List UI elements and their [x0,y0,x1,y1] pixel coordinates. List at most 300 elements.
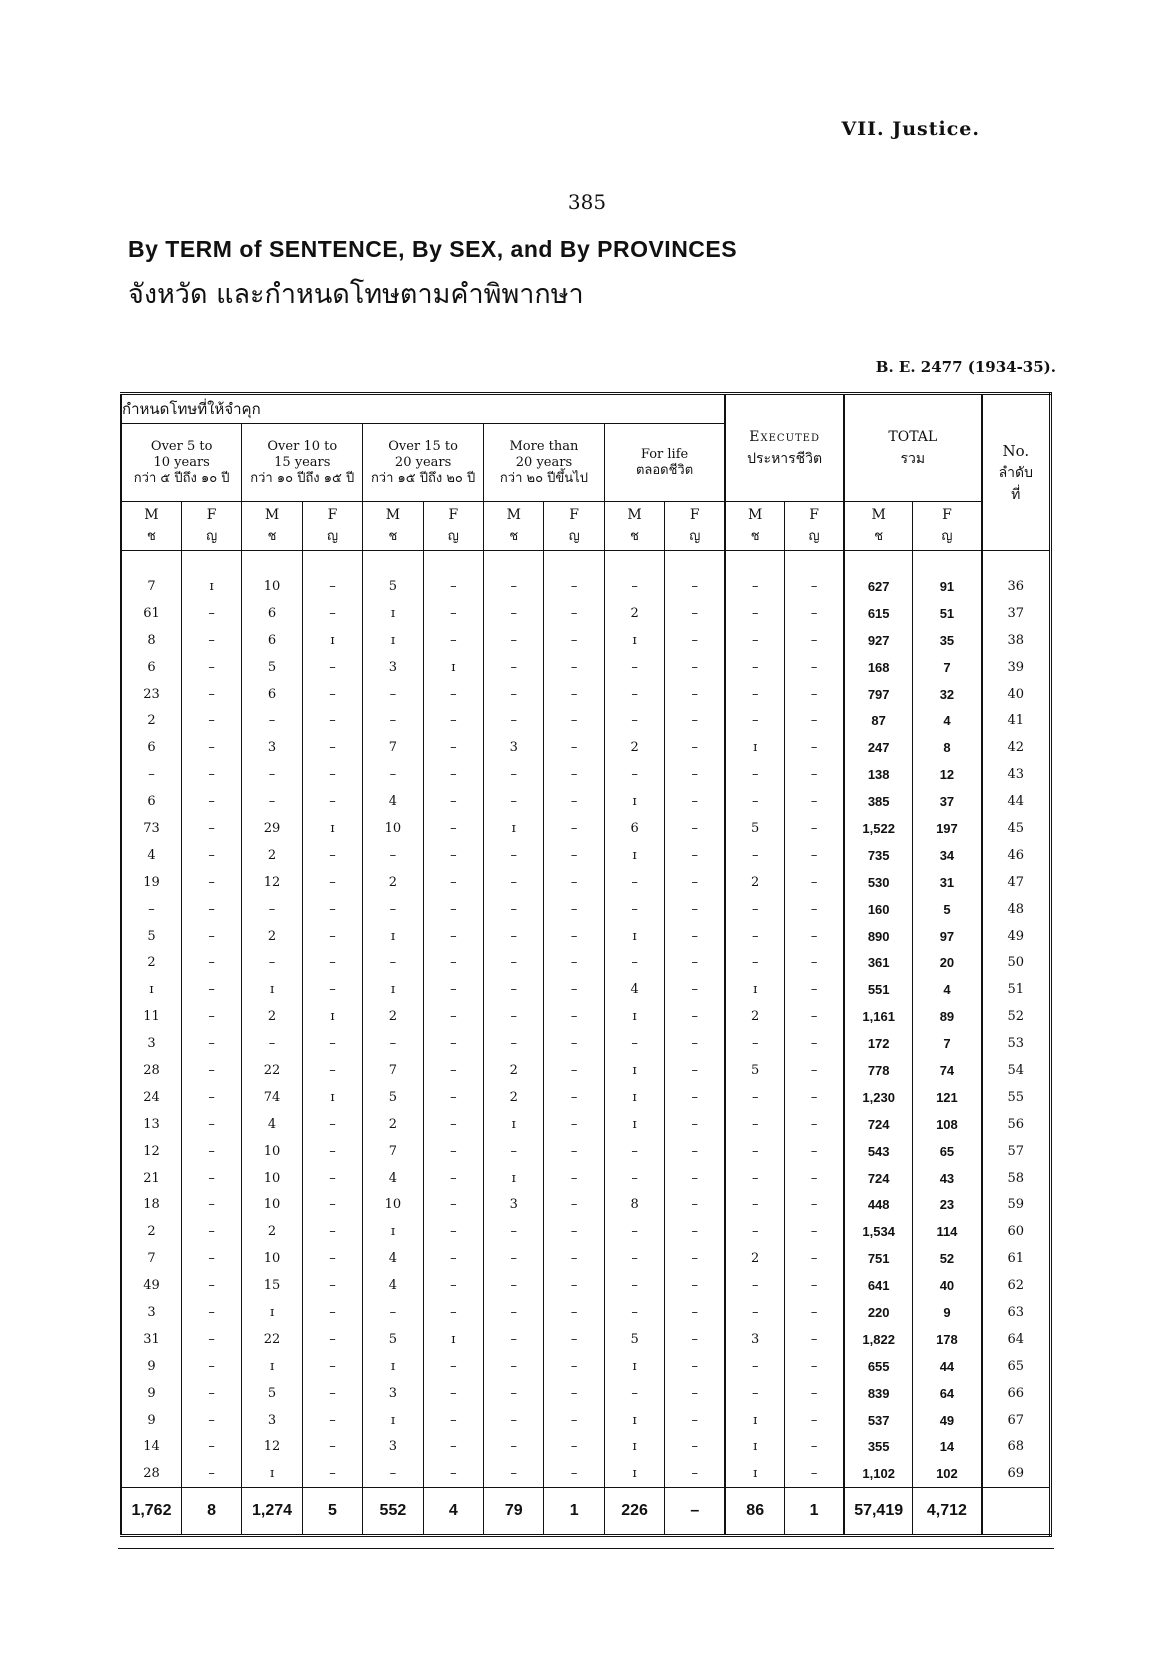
cell-total-f: 9 [913,1299,982,1326]
cell-over15-20-m: 7 [363,1057,423,1084]
cell-row-number: 40 [982,681,1051,708]
cell-life-f: – [665,1353,725,1380]
cell-life-m: ɪ [604,627,664,654]
cell-over20-f: – [544,761,604,788]
cell-executed-f: – [785,761,844,788]
cell-over15-20-m: 4 [363,1245,423,1272]
group-header-15-20 [363,424,484,502]
cell-over5-10-f: – [181,1084,241,1111]
cell-over5-10-f: – [181,788,241,815]
page-number: 385 [567,190,607,214]
cell-over5-10-f: – [181,1191,241,1218]
cell-over10-15-m: 2 [242,923,302,950]
cell-over15-20-m: 7 [363,734,423,761]
cell-life-m: – [604,573,664,600]
cell-over20-f: – [544,600,604,627]
cell-life-m: 8 [604,1191,664,1218]
cell-over15-20-f: – [423,1165,483,1192]
title-english: By TERM of SENTENCE, By SEX, and By PROVINCES [128,236,738,262]
cell-life-m: – [604,1272,664,1299]
table-row [121,842,1051,869]
cell-over5-10-m: 49 [121,1272,181,1299]
cell-total-f: 23 [913,1191,982,1218]
cell-over5-10-f: – [181,1299,241,1326]
cell-life-f: – [665,1488,725,1536]
cell-total-f: 108 [913,1111,982,1138]
cell-life-m: – [604,1030,664,1057]
cell-over20-m: – [484,949,544,976]
cell-over20-f: 1 [544,1488,604,1536]
cell-life-m: – [604,1299,664,1326]
cell-over10-15-f: – [302,1407,362,1434]
cell-over20-f: – [544,788,604,815]
cell-life-f: – [665,896,725,923]
cell-total-m: 385 [844,788,913,815]
cell-over20-f: – [544,734,604,761]
cell-executed-m: – [725,788,784,815]
cell-over5-10-m: 9 [121,1380,181,1407]
cell-life-m: 226 [604,1488,664,1536]
group-header-life [604,424,725,502]
cell-over5-10-m: 9 [121,1407,181,1434]
cell-total-m: 797 [844,681,913,708]
cell-row-number: 69 [982,1460,1051,1487]
caption-row [121,394,1051,424]
cell-row-number: 58 [982,1165,1051,1192]
cell-over10-15-f: – [302,1460,362,1487]
cell-over10-15-f: 5 [302,1488,362,1536]
cell-over20-f: – [544,1165,604,1192]
cell-executed-f: – [785,976,844,1003]
cell-total-m: 735 [844,842,913,869]
cell-over10-15-f: – [302,573,362,600]
cell-over5-10-f: – [181,681,241,708]
cell-executed-f: – [785,627,844,654]
cell-over10-15-m: – [242,1030,302,1057]
cell-life-m: 2 [604,600,664,627]
cell-life-f: – [665,842,725,869]
cell-over10-15-f: – [302,1191,362,1218]
cell-over15-20-m: 4 [363,1165,423,1192]
cell-total-m: 551 [844,976,913,1003]
cell-over5-10-f: – [181,654,241,681]
cell-total-m: 220 [844,1299,913,1326]
table-row [121,896,1051,923]
cell-total-f: 51 [913,600,982,627]
cell-total-m: 724 [844,1165,913,1192]
section-heading: VII. Justice. [841,118,980,140]
cell-executed-f: – [785,1245,844,1272]
sex-header-m: M ช [121,502,181,551]
cell-row-number: 54 [982,1057,1051,1084]
cell-over20-f: – [544,1218,604,1245]
cell-executed-m: – [725,1380,784,1407]
table-row [121,976,1051,1003]
cell-life-f: – [665,923,725,950]
cell-row-number: 56 [982,1111,1051,1138]
cell-over15-20-m: 10 [363,815,423,842]
cell-over15-20-f: – [423,815,483,842]
cell-life-f: – [665,1218,725,1245]
cell-over10-15-f: – [302,734,362,761]
cell-over20-f: – [544,681,604,708]
cell-total-f: 74 [913,1057,982,1084]
cell-executed-f: – [785,869,844,896]
cell-life-m: ɪ [604,1353,664,1380]
sex-header-m: M ช [242,502,302,551]
cell-executed-m: 2 [725,869,784,896]
cell-over20-m: ɪ [484,815,544,842]
cell-over10-15-m: 6 [242,681,302,708]
cell-over15-20-f: – [423,1434,483,1461]
cell-over10-15-m: 1,274 [242,1488,302,1536]
cell-row-number: 41 [982,707,1051,734]
cell-executed-f: – [785,1299,844,1326]
cell-total-f: 32 [913,681,982,708]
group-th: กว่า ๕ ปีถึง ๑๐ ปี [133,470,230,486]
cell-over5-10-m: 2 [121,949,181,976]
cell-executed-f: – [785,1111,844,1138]
cell-over5-10-f: – [181,1057,241,1084]
total-header-th: รวม [900,451,926,467]
cell-executed-m: – [725,573,784,600]
cell-over15-20-m: 3 [363,654,423,681]
cell-over10-15-f: – [302,654,362,681]
cell-life-f: – [665,1111,725,1138]
cell-over5-10-m: 3 [121,1030,181,1057]
cell-over10-15-m: ɪ [242,976,302,1003]
cell-over15-20-f: – [423,1299,483,1326]
cell-life-m: – [604,681,664,708]
table-row [121,1299,1051,1326]
cell-life-f: – [665,1191,725,1218]
group-header-10-15 [242,424,363,502]
cell-over15-20-f: – [423,1191,483,1218]
cell-total-f: 8 [913,734,982,761]
cell-life-m: ɪ [604,1407,664,1434]
cell-executed-f: – [785,1353,844,1380]
cell-life-f: – [665,1299,725,1326]
group-th: ตลอดชีวิต [635,462,694,478]
cell-total-m: 448 [844,1191,913,1218]
cell-life-m: – [604,869,664,896]
cell-over5-10-f: – [181,1111,241,1138]
cell-over15-20-f: – [423,976,483,1003]
table-row [121,761,1051,788]
cell-over10-15-f: – [302,1353,362,1380]
cell-executed-m: – [725,923,784,950]
table-row [121,1272,1051,1299]
cell-over15-20-f: – [423,1272,483,1299]
cell-executed-f: – [785,1218,844,1245]
cell-total-m: 1,822 [844,1326,913,1353]
cell-over20-f: – [544,1407,604,1434]
cell-total-f: 197 [913,815,982,842]
cell-executed-m: – [725,761,784,788]
table-row [121,869,1051,896]
cell-over20-f: – [544,707,604,734]
cell-over5-10-m: 6 [121,654,181,681]
cell-total-m: 537 [844,1407,913,1434]
cell-over20-m: – [484,1407,544,1434]
cell-over5-10-m: 13 [121,1111,181,1138]
cell-over5-10-f: – [181,923,241,950]
cell-over10-15-f: ɪ [302,1084,362,1111]
cell-over5-10-f: – [181,1030,241,1057]
cell-over15-20-m: 7 [363,1138,423,1165]
executed-header [725,394,844,502]
cell-over10-15-f: – [302,1272,362,1299]
cell-executed-f: – [785,949,844,976]
cell-executed-m: 2 [725,1003,784,1030]
cell-executed-f: – [785,1030,844,1057]
cell-total-f: 49 [913,1407,982,1434]
executed-header-en: Executed [749,429,820,445]
cell-life-f: – [665,600,725,627]
cell-executed-m: – [725,1353,784,1380]
cell-over10-15-m: – [242,788,302,815]
cell-life-f: – [665,707,725,734]
cell-over10-15-m: 10 [242,573,302,600]
table-row [121,1460,1051,1487]
cell-over10-15-m: 10 [242,1191,302,1218]
cell-over15-20-m: 2 [363,1003,423,1030]
cell-total-m: 927 [844,627,913,654]
cell-over20-f: – [544,1057,604,1084]
cell-over20-m: – [484,1138,544,1165]
cell-over5-10-m: 1,762 [121,1488,181,1536]
cell-over20-m: – [484,1460,544,1487]
cell-total-f: 114 [913,1218,982,1245]
cell-over5-10-f: – [181,1003,241,1030]
cell-total-f: 91 [913,573,982,600]
sex-header-f: F ญ [181,502,241,551]
cell-life-f: – [665,788,725,815]
cell-over15-20-m: 2 [363,869,423,896]
cell-life-f: – [665,761,725,788]
year-label: B. E. 2477 (1934-35). [875,358,1056,376]
cell-row-number: 53 [982,1030,1051,1057]
cell-executed-f: – [785,600,844,627]
cell-over5-10-m: 6 [121,788,181,815]
cell-over5-10-f: ɪ [181,573,241,600]
table-row [121,1165,1051,1192]
cell-over20-m: – [484,788,544,815]
cell-over5-10-m: 5 [121,923,181,950]
cell-over10-15-f: – [302,761,362,788]
sex-header-m: M ช [725,502,784,551]
cell-over20-m: – [484,1353,544,1380]
cell-total-f: 44 [913,1353,982,1380]
cell-over5-10-m: 7 [121,1245,181,1272]
cell-total-m: 87 [844,707,913,734]
cell-over15-20-f: – [423,788,483,815]
cell-total-m: 172 [844,1030,913,1057]
cell-over20-m: 2 [484,1084,544,1111]
cell-total-f: 35 [913,627,982,654]
cell-executed-m: – [725,707,784,734]
cell-over10-15-f: – [302,681,362,708]
cell-executed-f: – [785,1138,844,1165]
cell-executed-f: – [785,842,844,869]
cell-over10-15-m: 6 [242,627,302,654]
cell-over15-20-m: – [363,707,423,734]
cell-row-number: 62 [982,1272,1051,1299]
cell-life-f: – [665,627,725,654]
cell-over10-15-f: – [302,707,362,734]
cell-over10-15-m: 2 [242,1003,302,1030]
table-row [121,788,1051,815]
cell-executed-f: – [785,1003,844,1030]
cell-over20-f: – [544,1111,604,1138]
group-en-line2: 10 years [153,454,210,470]
cell-over10-15-f: – [302,869,362,896]
sex-header-f: F ญ [665,502,725,551]
cell-over20-f: – [544,896,604,923]
cell-over15-20-f: – [423,1003,483,1030]
cell-executed-f: – [785,788,844,815]
cell-total-f: 34 [913,842,982,869]
cell-executed-f: – [785,734,844,761]
cell-total-f: 12 [913,761,982,788]
cell-over15-20-m: ɪ [363,1407,423,1434]
cell-over10-15-m: – [242,896,302,923]
cell-total-m: 1,102 [844,1460,913,1487]
cell-executed-m: – [725,896,784,923]
cell-over20-m: – [484,1003,544,1030]
group-en-line1: Over 10 to [267,438,338,454]
cell-total-f: 43 [913,1165,982,1192]
cell-row-number: 47 [982,869,1051,896]
cell-over10-15-m: 3 [242,734,302,761]
total-header [844,394,982,502]
cell-executed-f: – [785,1165,844,1192]
cell-row-number: 52 [982,1003,1051,1030]
cell-over20-m: – [484,1326,544,1353]
executed-header-th: ประหารชีวิต [747,451,823,467]
cell-total-m: 1,230 [844,1084,913,1111]
cell-life-f: – [665,1165,725,1192]
cell-life-m: ɪ [604,1460,664,1487]
cell-total-m: 355 [844,1434,913,1461]
cell-over20-m: – [484,869,544,896]
cell-executed-f: – [785,896,844,923]
cell-total-f: 89 [913,1003,982,1030]
cell-total-f: 20 [913,949,982,976]
cell-total-m: 168 [844,654,913,681]
cell-over5-10-m: 21 [121,1165,181,1192]
cell-over20-m: – [484,1380,544,1407]
group-th: กว่า ๑๐ ปีถึง ๑๕ ปี [250,470,355,486]
cell-row-number [982,1488,1051,1536]
cell-over10-15-f: – [302,1299,362,1326]
cell-total-m: 778 [844,1057,913,1084]
cell-total-m: 839 [844,1380,913,1407]
cell-over20-f: – [544,1030,604,1057]
cell-total-f: 7 [913,1030,982,1057]
cell-life-m: ɪ [604,1057,664,1084]
cell-over15-20-m: 4 [363,1272,423,1299]
cell-over5-10-f: – [181,842,241,869]
cell-over5-10-f: 8 [181,1488,241,1536]
table-row [121,1030,1051,1057]
cell-executed-m: – [725,949,784,976]
cell-over15-20-f: – [423,573,483,600]
cell-over5-10-f: – [181,815,241,842]
cell-life-f: – [665,1380,725,1407]
cell-life-f: – [665,1272,725,1299]
cell-life-m: 6 [604,815,664,842]
cell-over15-20-m: 3 [363,1380,423,1407]
table-row [121,654,1051,681]
cell-over15-20-m: ɪ [363,1353,423,1380]
cell-total-m: 890 [844,923,913,950]
cell-over5-10-m: 23 [121,681,181,708]
cell-over5-10-f: – [181,1245,241,1272]
cell-over20-m: – [484,1434,544,1461]
number-header-en: No. [1002,441,1030,460]
cell-over15-20-f: – [423,1380,483,1407]
cell-over5-10-m: 9 [121,1353,181,1380]
cell-over10-15-m: – [242,707,302,734]
cell-over10-15-m: 2 [242,842,302,869]
cell-total-m: 57,419 [844,1488,913,1536]
cell-row-number: 65 [982,1353,1051,1380]
cell-over10-15-f: – [302,842,362,869]
cell-life-f: – [665,573,725,600]
total-header-en: TOTAL [888,429,938,445]
number-header-th2: ที่ [1011,486,1021,503]
sex-header-row [121,502,1051,551]
number-header [982,394,1051,551]
cell-over20-m: – [484,654,544,681]
cell-over5-10-f: – [181,976,241,1003]
cell-total-m: 1,534 [844,1218,913,1245]
cell-over15-20-m: 552 [363,1488,423,1536]
group-header-5-10 [121,424,242,502]
cell-executed-f: – [785,1434,844,1461]
cell-over20-m: – [484,1272,544,1299]
cell-over5-10-f: – [181,1326,241,1353]
cell-row-number: 48 [982,896,1051,923]
cell-over10-15-f: – [302,896,362,923]
cell-row-number: 66 [982,1380,1051,1407]
cell-row-number: 60 [982,1218,1051,1245]
totals-row [121,1488,1051,1536]
cell-over20-m: – [484,1218,544,1245]
cell-over20-f: – [544,1138,604,1165]
group-th: กว่า ๑๕ ปีถึง ๒๐ ปี [370,470,476,486]
cell-over5-10-m: 28 [121,1460,181,1487]
cell-executed-m: – [725,681,784,708]
cell-total-m: 1,161 [844,1003,913,1030]
cell-over5-10-f: – [181,627,241,654]
cell-over5-10-f: – [181,1138,241,1165]
cell-over20-m: – [484,923,544,950]
cell-life-f: – [665,1138,725,1165]
table-row [121,681,1051,708]
cell-over15-20-f: – [423,734,483,761]
cell-over5-10-f: – [181,1353,241,1380]
cell-over10-15-m: 74 [242,1084,302,1111]
cell-over20-m: 3 [484,1191,544,1218]
cell-over10-15-m: – [242,949,302,976]
cell-over20-m: – [484,1245,544,1272]
cell-row-number: 46 [982,842,1051,869]
cell-over20-m: – [484,627,544,654]
cell-row-number: 50 [982,949,1051,976]
cell-over20-m: 2 [484,1057,544,1084]
